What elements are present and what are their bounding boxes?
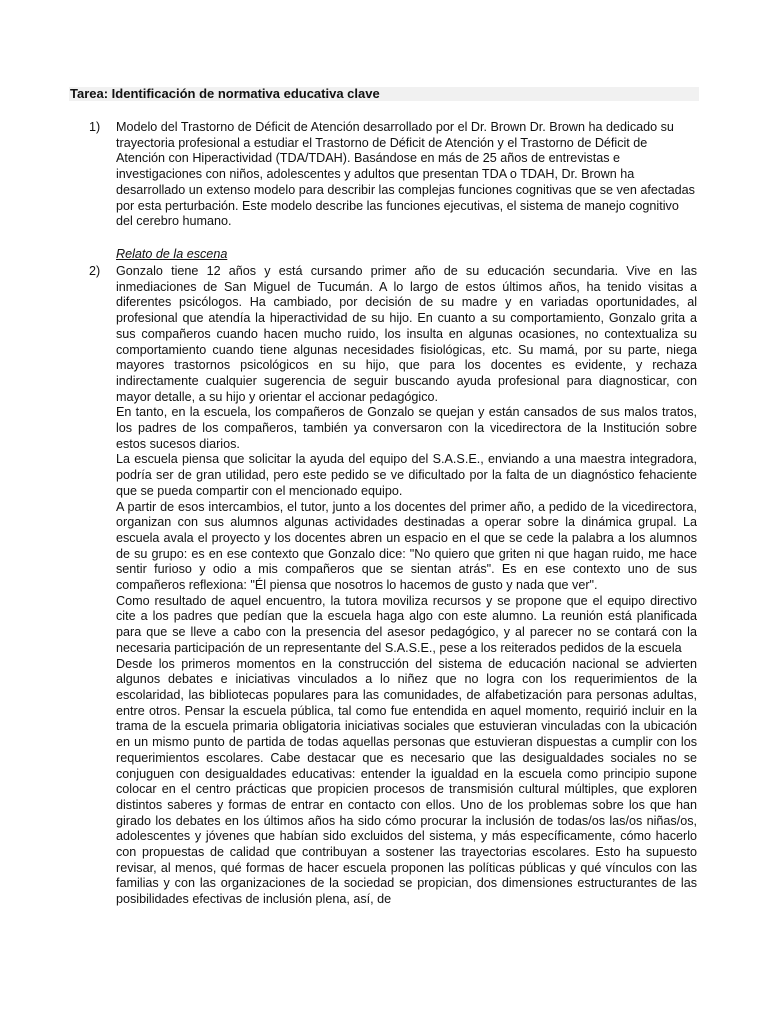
- paragraph: A partir de esos intercambios, el tutor, junto a los docentes del primer año, a pedido de la vicedirectora, organizan con sus alumnos algunas actividades destinadas a operar sobre la dinámica grupal. La escuela avala el proyecto y los docentes abren un espacio en el que se cede la palabra a los alumnos de su grupo: es en ese contexto que Gonzalo dice: "No quiero que griten ni que hagan ruido, me hace sentir furioso y odio a mis compañeros que se sientan atrás". Es en ese contexto uno de sus compañeros reflexiona: "Él piensa que nosotros lo hacemos de gusto y nada que ver".: [116, 499, 697, 593]
- paragraph: En tanto, en la escuela, los compañeros de Gonzalo se quejan y están cansados de sus malos tratos, los padres de los compañeros, también ya conversaron con la vicedirectora de la Institución sobre estos sucesos diarios.: [116, 405, 697, 451]
- list-item-1: [89, 120, 697, 230]
- scene-heading: Relato de la escena: [116, 247, 228, 261]
- list-item-2: [89, 264, 697, 908]
- item-number: 2): [89, 264, 101, 278]
- page-title: Tarea: Identificación de normativa educativa clave: [70, 86, 380, 101]
- paragraph: La escuela piensa que solicitar la ayuda del equipo del S.A.S.E., enviando a una maestra integradora, podría ser de gran utilidad, pero este pedido se ve dificultado por la falta de un diagnóstico fehaciente que se pueda compartir con el mencionado equipo.: [116, 452, 697, 498]
- item-body: [116, 264, 697, 908]
- item-text: Modelo del Trastorno de Déficit de Atención desarrollado por el Dr. Brown Dr. Brown ha dedicado su trayectoria profesional a estudiar el Trastorno de Déficit de Atención y el Trastorno de Déficit de Atención con Hiperactividad (TDA/TDAH). Basándose en más de 25 años de entrevistas e investigaciones con niños, adolescentes y adultos que presentan TDA o TDAH, Dr. Brown ha desarrollado un extenso modelo para describir las complejas funciones cognitivas que se ven afectadas por esta perturbación. Este modelo describe las funciones ejecutivas, el sistema de manejo cognitivo del cerebro humano.: [116, 120, 695, 229]
- paragraph: Desde los primeros momentos en la construcción del sistema de educación nacional se advierten algunos debates e iniciativas vinculados a lo niñez que no logra con los requerimientos de la escolaridad, las bibliotecas populares para las comunidades, de alfabetización para personas adultas, entre otros. Pensar la escuela pública, tal como fue entendida en aquel momento, requirió incluir en la trama de la escuela primaria obligatoria iniciativas sociales que estuvieran vinculadas con la ubicación en un mismo punto de partida de todas aquellas personas que estuvieran dispuestas a cumplir con los requerimientos escolares. Cabe destacar que es necesario que las desigualdades sociales no se conjuguen con desigualdades educativas: entender la igualdad en la escuela como principio supone colocar en el centro prácticas que propicien procesos de transmisión cultural múltiples, que exploren distintos saberes y formas de entrar en contacto con ellos. Uno de los problemas sobre los que han girado los debates en los últimos años ha sido cómo procurar la inclusión de todas/os las/os niñas/os, adolescentes y jóvenes que habían sido excluidos del sistema, y más específicamente, cómo hacerlo con propuestas de calidad que contribuyan a sostener las trayectorias escolares. Esto ha supuesto revisar, al menos, qué formas de hacer escuela proponen las políticas públicas y qué vínculos con las familias y con las organizaciones de la sociedad se propician, dos dimensiones estructurantes de las posibilidades efectivas de inclusión plena, así, de: [116, 656, 697, 907]
- item-number: 1): [89, 120, 101, 134]
- paragraph: Como resultado de aquel encuentro, la tutora moviliza recursos y se propone que el equipo directivo cite a los padres que pedían que la escuela haga algo con este alumno. La reunión está planificada para que se lleve a cabo con la presencia del asesor pedagógico, y al parecer no se contará con la necesaria participación de un representante del S.A.S.E., pese a los reiterados pedidos de la escuela: [116, 593, 697, 655]
- paragraph: Gonzalo tiene 12 años y está cursando primer año de su educación secundaria. Vive en las inmediaciones de San Miguel de Tucumán. A lo largo de estos últimos años, ha tenido visitas a diferentes psicólogos. Ha cambiado, por decisión de su madre y en variadas oportunidades, al profesional que atendía la hiperactividad de su hijo. En cuanto a su comportamiento, Gonzalo grita a sus compañeros cuando hacen mucho ruido, los insulta en algunas ocasiones, no contextualiza su comportamiento cuando tiene algunas necesidades fisiológicas, etc. Su mamá, por su parte, niega mayores trastornos psicológicos en su hijo, que para los docentes es evidente, y rechaza indirectamente cualquier sugerencia de seguir buscando ayuda profesional para diagnosticar, con mayor detalle, a su hijo y orientar el accionar pedagógico.: [116, 264, 697, 404]
